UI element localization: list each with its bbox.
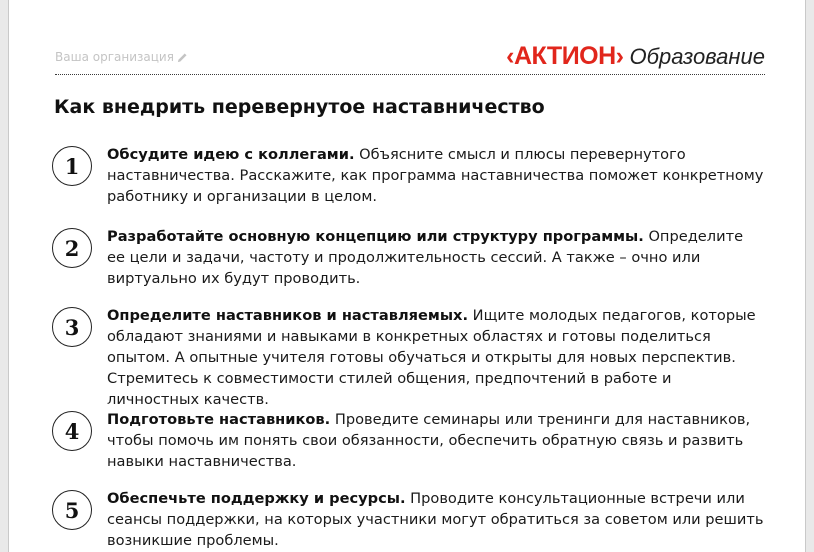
step-text (107, 226, 764, 289)
step-number-badge: 5 (52, 490, 92, 530)
step-text (107, 488, 764, 551)
step-heading: Разработайте основную концепцию или структуру программы. (107, 228, 644, 245)
logo-product: Образование (629, 44, 765, 69)
step-description: Проводите консультационные встречи или сеансы поддержки, на которых участники могут обратиться за советом или решить возникшие проблемы. (107, 490, 764, 549)
step-number-badge: 1 (52, 146, 92, 186)
step-description: Объясните смысл и плюсы перевернутого наставничества. Расскажите, как программа наставничества поможет конкретному работнику и организации в целом. (107, 146, 764, 205)
step-number-badge: 4 (52, 411, 92, 451)
logo-brand: ‹АКТИОН› (506, 42, 624, 70)
aktion-logo (506, 42, 765, 71)
pencil-icon[interactable] (177, 52, 188, 63)
step-heading: Обсудите идею с коллегами. (107, 146, 355, 163)
document-header (55, 42, 765, 75)
step-text (107, 144, 764, 207)
organization-field[interactable] (55, 50, 188, 64)
step-heading: Определите наставников и наставляемых. (107, 307, 469, 324)
step-heading: Обеспечьте поддержку и ресурсы. (107, 490, 406, 507)
step-text (107, 409, 764, 472)
organization-placeholder[interactable]: Ваша организация (55, 50, 174, 64)
document-page (8, 0, 806, 552)
step-description: Ищите молодых педагогов, которые обладают знаниями и навыками в конкретных областях и готовы поделиться опытом. А опытные учителя готовы обучаться и открыты для новых перспектив. Стремитесь к совместимости стилей общения, предпочтений в работе и личностных качеств. (107, 307, 756, 408)
step-heading: Подготовьте наставников. (107, 411, 331, 428)
step-description: Проведите семинары или тренинги для наставников, чтобы помочь им понять свои обязанности, обеспечить обратную связь и развить навыки наставничества. (107, 411, 751, 470)
step-text (107, 305, 764, 410)
step-description: Определите ее цели и задачи, частоту и продолжительность сессий. А также – очно или виртуально их будут проводить. (107, 228, 744, 287)
step-number-badge: 3 (52, 307, 92, 347)
step-number-badge: 2 (52, 228, 92, 268)
page-title: Как внедрить перевернутое наставничество (54, 96, 545, 118)
